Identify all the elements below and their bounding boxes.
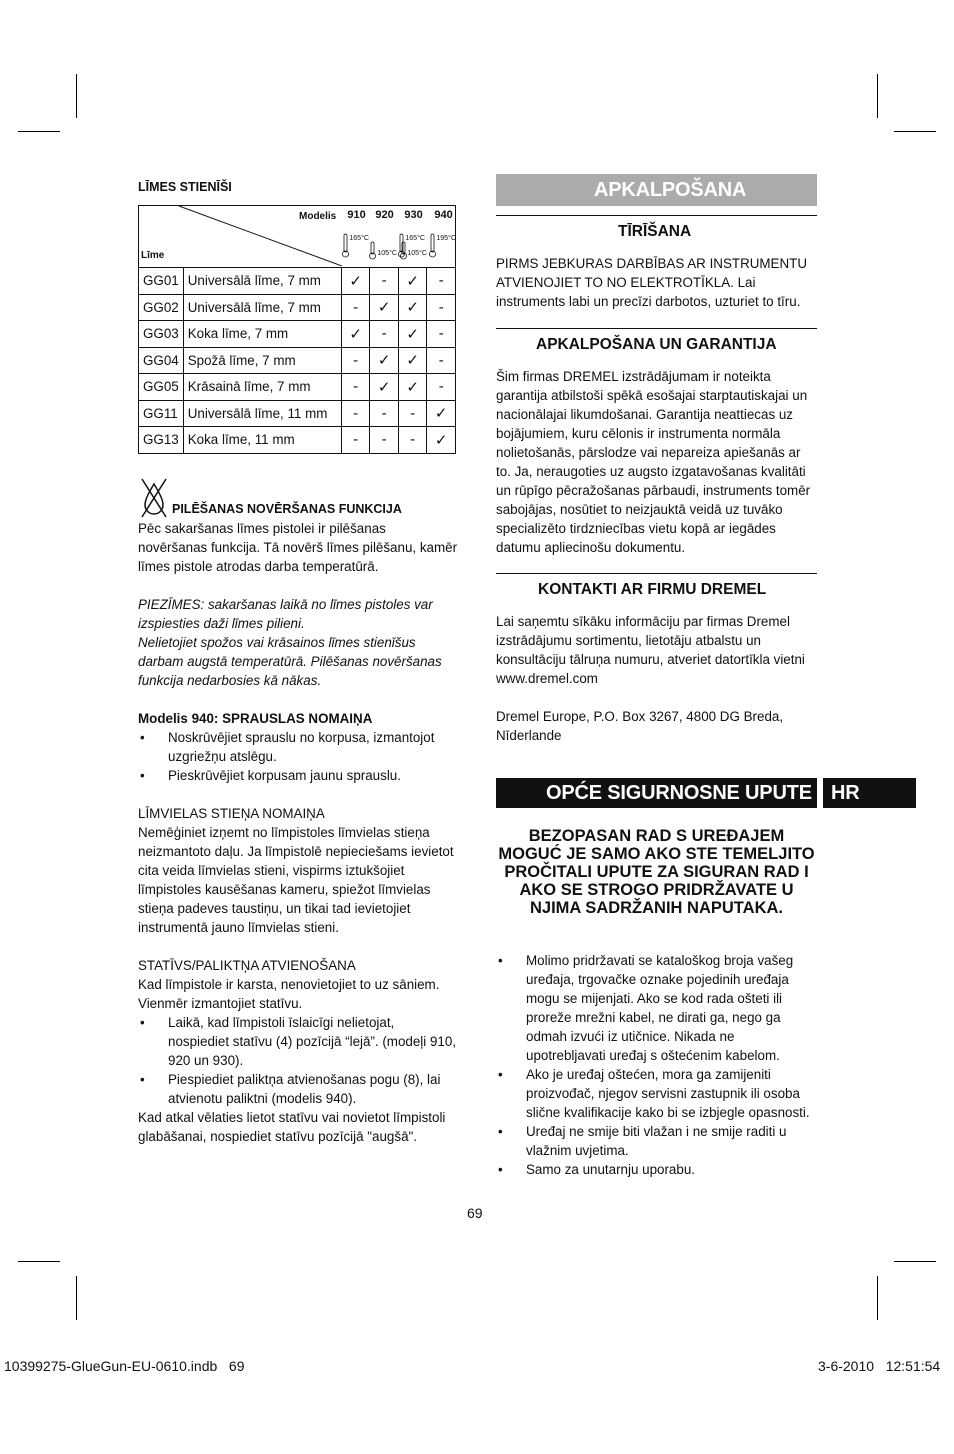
list-item: • Noskrūvējiet sprauslu no korpusa, izmantojot uzgriežņu atslēgu. (138, 728, 458, 766)
stand-heading: STATĪVS/PALIKTŅA ATVIENOŠANA (138, 958, 356, 973)
cleaning-text: PIRMS JEBKURAS DARBĪBAS AR INSTRUMENTU ATVIENOJIET TO NO ELEKTROTĪKLA. Lai instruments labi un precīzi darbotos, uzturiet to tīru. (496, 256, 808, 309)
drip-heading: PILĒŠANAS NOVĒRŠANAS FUNKCIJA (172, 502, 402, 516)
crop-mark (18, 131, 60, 132)
stick-text: Nemēģiniet izņemt no līmpistoles līmvielas stieņa neizmantoto daļu. Ja līmpistolē nepieciešams ievietot cita veida līmvielas stieni, vispirms iztukšojiet līmpistoles kausēšanas kameru, spiežot līmvielas stieņa padeves taustiņu, un tikai tad ievietojiet instrumentā jauno līmvielas stieni. (138, 825, 454, 935)
crop-mark (894, 131, 936, 132)
model-930: 930 (404, 209, 423, 221)
glue-label: Līme (141, 250, 165, 261)
stand-text: Kad līmpistole ir karsta, nenovietojiet to uz sāniem. Vienmēr izmantojiet statīvu. (138, 977, 440, 1011)
table-row: GG05 Krāsainā līme, 7 mm - ✓ ✓ - (139, 374, 456, 401)
safety-warning: BEZOPASAN RAD S UREĐAJEM MOGUĆ JE SAMO AKO STE TEMELJITO PROČITALI UPUTE ZA SIGURAN RAD I AKO SE STROGO PRIDRŽAVATE U NJIMA SADRŽANIH NAPUTAKA. (498, 827, 815, 917)
list-item: • Piespiediet paliktņa atvienošanas pogu (8), lai atvienotu paliktni (modelis 940). (138, 1070, 458, 1108)
page-number: 69 (467, 1205, 483, 1221)
table-row: GG01 Universālā līme, 7 mm ✓ - ✓ - (139, 268, 456, 295)
table-header-models (341, 206, 455, 268)
temp-105: 105°C (377, 250, 397, 257)
stick-heading: LĪMVIELAS STIEŅA NOMAIŅA (138, 806, 325, 821)
list-item: • Laikā, kad līmpistoli īslaicīgi nelietojat, nospiediet statīvu (4) pozīcijā “lejā”. (modeļi 910, 920 un 930). (138, 1013, 458, 1070)
list-item: • Ako je uređaj oštećen, mora ga zamijeniti proizvođač, njegov servisni zastupnik ili osoba slične kvalifikacije kako bi se izbjegle opasnosti. (496, 1065, 817, 1122)
address-text: Dremel Europe, P.O. Box 3267, 4800 DG Breda, Nīderlande (496, 709, 784, 743)
list-item: • Samo za unutarnju uporabu. (496, 1160, 817, 1179)
note-2: Nelietojiet spožos vai krāsainos līmes stienīšus darbam augstā temperatūrā. Pilēšanas novēršanas funkcija nedarbosies kā nākas. (138, 635, 442, 688)
cleaning-heading: TĪRĪŠANA (496, 215, 817, 241)
nozzle-heading: Modelis 940: SPRAUSLAS NOMAIŅA (138, 711, 373, 726)
temp-105: 105°C (407, 250, 427, 257)
table-row: GG11 Universālā līme, 11 mm - - - ✓ (139, 400, 456, 427)
table-row: GG03 Koka līme, 7 mm ✓ - ✓ - (139, 321, 456, 348)
model-910: 910 (347, 209, 366, 221)
temp-195: 195°C (436, 235, 456, 242)
table-header-diagonal (139, 206, 342, 268)
contact-text: Lai saņemtu sīkāku informāciju par firmas Dremel izstrādājumu sortimentu, lietotāju atbalstu un konsultāciju tālruņa numuru, atveriet datortīkla vietni www.dremel.com (496, 614, 805, 686)
crop-mark (76, 1276, 77, 1320)
model-920: 920 (375, 209, 394, 221)
model-940: 940 (434, 209, 453, 221)
crop-mark (877, 1276, 878, 1320)
table-row: GG04 Spožā līme, 7 mm - ✓ ✓ - (139, 347, 456, 374)
note-1: PIEZĪMES: sakaršanas laikā no līmes pistoles var izspiesties daži līmes pilieni. (138, 597, 433, 631)
language-tab-hr: HR (823, 778, 916, 808)
section-title-safety: OPĆE SIGURNOSNE UPUTE (496, 778, 817, 808)
list-item: • Pieskrūvējiet korpusam jaunu sprauslu. (138, 766, 458, 785)
crop-mark (18, 1261, 60, 1262)
table-row: GG13 Koka līme, 11 mm - - - ✓ (139, 427, 456, 454)
table-title: LĪMES STIENĪŠI (138, 180, 232, 194)
drip-text: Pēc sakaršanas līmes pistolei ir pilēšanas novēršanas funkcija. Tā novērš līmes pilēšanu, kamēr līmes pistole atrodas darba temperatūrā. (138, 521, 458, 574)
safety-list (496, 951, 817, 1179)
glue-stick-table (138, 205, 456, 454)
crop-mark (894, 1261, 936, 1262)
crop-mark (76, 74, 77, 118)
contact-heading: KONTAKTI AR FIRMU DREMEL (496, 573, 817, 599)
warranty-heading: APKALPOŠANA UN GARANTIJA (496, 328, 817, 354)
stand-end: Kad atkal vēlaties lietot statīvu vai novietot līmpistoli glabāšanai, nospiediet statīvu pozīcijā "augšā". (138, 1110, 446, 1144)
list-item: • Uređaj ne smije biti vlažan i ne smije raditi u vlažnim uvjetima. (496, 1122, 817, 1160)
table-row: GG02 Universālā līme, 7 mm - ✓ ✓ - (139, 294, 456, 321)
models-label: Modelis (299, 211, 337, 222)
footer-file-info: 10399275-GlueGun-EU-0610.indb 69 (4, 1358, 245, 1374)
crop-mark (877, 74, 878, 118)
warranty-text: Šim firmas DREMEL izstrādājumam ir noteikta garantija atbilstoši spēkā esošajai starptautiskajai un nacionālajai likumdošanai. Garantija neattiecas uz bojājumiem, kuru cēlonis ir instrumenta normāla nolietošanās, pārslodze vai nepareiza apiešanās ar to. Ja, neraugoties uz augsto izgatavošanas kvalitāti un rūpīgo pēcražošanas pārbaudi, instruments tomēr sabojājas, nosūtiet to neizjauktā veidā uz tuvāko specializēto tirdzniecības vietu kopā ar iegādes datumu apliecinošu dokumentu. (496, 369, 811, 555)
left-text-column (138, 500, 458, 1146)
section-title-service: APKALPOŠANA (496, 174, 817, 206)
temp-165: 165°C (405, 235, 425, 242)
footer-date: 3-6-2010 12:51:54 (818, 1358, 941, 1374)
temp-165: 165°C (349, 235, 369, 242)
list-item: • Molimo pridržavati se kataloškog broja vašeg uređaja, trgovačke oznake pojedinih uređaja mogu se mijenjati. Ako se kod rada ošteti ili proreže mrežni kabel, ne dirati ga, nego ga odmah izvući iz utičnice. Nikada ne upotrebljavati uređaj s oštećenim kabelom. (496, 951, 817, 1065)
